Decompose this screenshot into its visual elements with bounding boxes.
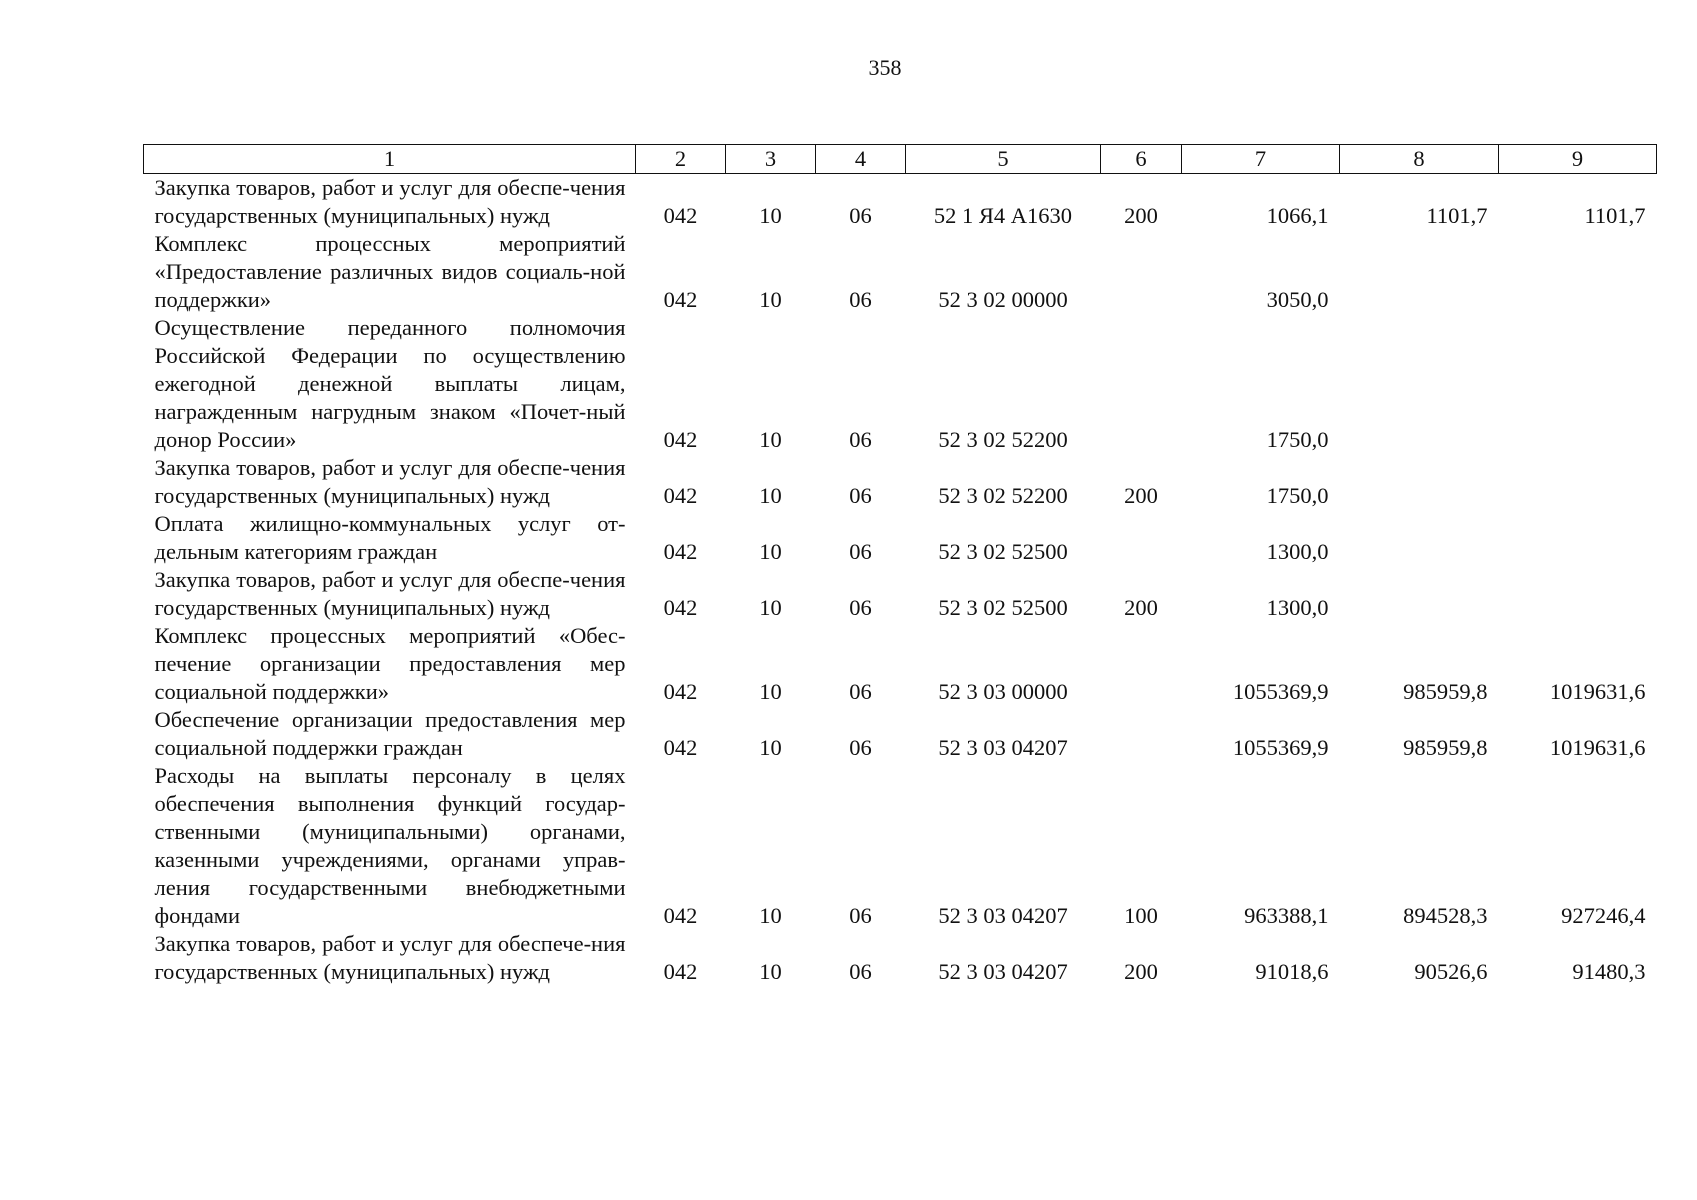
table-row <box>144 454 1657 510</box>
amount-col-9 <box>1499 454 1657 510</box>
row-name: Комплекс процессных мероприятий «Предоставление различных видов социаль-ной поддержки» <box>154 231 626 312</box>
ministry-code: 042 <box>663 287 698 312</box>
subsection-code: 06 <box>849 959 872 984</box>
subsection-code: 06 <box>849 427 872 452</box>
ministry-code: 042 <box>663 595 698 620</box>
table-row <box>144 230 1657 314</box>
section-code: 10 <box>759 595 782 620</box>
amount-col-7: 1300,0 <box>1266 595 1329 620</box>
expense-type-code <box>1101 230 1182 314</box>
expense-type-code: 200 <box>1124 595 1158 620</box>
subsection-code: 06 <box>849 539 872 564</box>
table-row <box>144 314 1657 454</box>
section-code: 10 <box>759 483 782 508</box>
ministry-code: 042 <box>663 735 698 760</box>
section-code: 10 <box>759 427 782 452</box>
amount-col-8 <box>1340 566 1499 622</box>
expense-type-code <box>1101 510 1182 566</box>
budget-table <box>143 144 1657 986</box>
amount-col-8: 985959,8 <box>1403 679 1488 704</box>
ministry-code: 042 <box>663 679 698 704</box>
header-col-4: 4 <box>816 145 906 174</box>
section-code: 10 <box>759 287 782 312</box>
amount-col-7: 1750,0 <box>1266 483 1329 508</box>
subsection-code: 06 <box>849 595 872 620</box>
section-code: 10 <box>759 679 782 704</box>
ministry-code: 042 <box>663 903 698 928</box>
expense-type-code: 100 <box>1124 903 1158 928</box>
header-col-7: 7 <box>1182 145 1340 174</box>
subsection-code: 06 <box>849 483 872 508</box>
row-name: Расходы на выплаты персоналу в целях обеспечения выполнения функций государ-ственными (муниципальными) органами, казенными учреждениями, органами управ-ления государственными внебюджетными фондами <box>154 763 626 928</box>
target-article-code: 52 3 02 00000 <box>938 287 1068 312</box>
subsection-code: 06 <box>849 735 872 760</box>
row-name: Закупка товаров, работ и услуг для обеспе-чения государственных (муниципальных) нужд <box>154 455 626 508</box>
ministry-code: 042 <box>663 427 698 452</box>
amount-col-8: 1101,7 <box>1426 203 1488 228</box>
section-code: 10 <box>759 903 782 928</box>
amount-col-8 <box>1340 454 1499 510</box>
table-row <box>144 706 1657 762</box>
subsection-code: 06 <box>849 679 872 704</box>
expense-type-code <box>1101 706 1182 762</box>
amount-col-7: 1300,0 <box>1266 539 1329 564</box>
header-col-5: 5 <box>906 145 1101 174</box>
column-number-header-row <box>144 145 1657 174</box>
target-article-code: 52 1 Я4 А1630 <box>933 203 1073 228</box>
amount-col-7: 3050,0 <box>1266 287 1329 312</box>
table-row <box>144 930 1657 986</box>
amount-col-9: 91480,3 <box>1572 959 1646 984</box>
row-name: Комплекс процессных мероприятий «Обес-печение организации предоставления мер социальной поддержки» <box>154 623 626 704</box>
expense-type-code <box>1101 622 1182 706</box>
target-article-code: 52 3 02 52200 <box>938 483 1068 508</box>
row-name: Закупка товаров, работ и услуг для обеспе-чения государственных (муниципальных) нужд <box>154 567 626 620</box>
ministry-code: 042 <box>663 203 698 228</box>
table-row <box>144 566 1657 622</box>
amount-col-8 <box>1340 230 1499 314</box>
amount-col-9: 1101,7 <box>1584 203 1646 228</box>
amount-col-9: 1019631,6 <box>1549 735 1646 760</box>
ministry-code: 042 <box>663 539 698 564</box>
table-row <box>144 622 1657 706</box>
header-col-9: 9 <box>1499 145 1657 174</box>
section-code: 10 <box>759 539 782 564</box>
target-article-code: 52 3 03 04207 <box>938 903 1068 928</box>
amount-col-8: 894528,3 <box>1403 903 1488 928</box>
row-name: Закупка товаров, работ и услуг для обеспече-ния государственных (муниципальных) нужд <box>154 931 626 984</box>
row-name: Обеспечение организации предоставления мер социальной поддержки граждан <box>154 707 626 760</box>
table-row <box>144 174 1657 231</box>
table-row <box>144 762 1657 930</box>
amount-col-9: 1019631,6 <box>1549 679 1646 704</box>
amount-col-7: 1750,0 <box>1266 427 1329 452</box>
subsection-code: 06 <box>849 203 872 228</box>
amount-col-8: 90526,6 <box>1414 959 1488 984</box>
section-code: 10 <box>759 735 782 760</box>
amount-col-9 <box>1499 230 1657 314</box>
amount-col-9 <box>1499 510 1657 566</box>
expense-type-code: 200 <box>1124 959 1158 984</box>
amount-col-7: 1055369,9 <box>1232 679 1329 704</box>
row-name: Оплата жилищно-коммунальных услуг от-дельным категориям граждан <box>154 511 626 564</box>
target-article-code: 52 3 03 04207 <box>938 735 1068 760</box>
amount-col-8 <box>1340 510 1499 566</box>
section-code: 10 <box>759 203 782 228</box>
subsection-code: 06 <box>849 903 872 928</box>
expense-type-code: 200 <box>1124 203 1158 228</box>
ministry-code: 042 <box>663 959 698 984</box>
subsection-code: 06 <box>849 287 872 312</box>
amount-col-7: 91018,6 <box>1255 959 1329 984</box>
amount-col-9 <box>1499 314 1657 454</box>
expense-type-code <box>1101 314 1182 454</box>
header-col-3: 3 <box>726 145 816 174</box>
amount-col-8: 985959,8 <box>1403 735 1488 760</box>
amount-col-7: 1055369,9 <box>1232 735 1329 760</box>
amount-col-8 <box>1340 314 1499 454</box>
target-article-code: 52 3 02 52500 <box>938 595 1068 620</box>
row-name: Осуществление переданного полномочия Российской Федерации по осуществлению ежегодной денежной выплаты лицам, награжденным нагрудным знаком «Почет-ный донор России» <box>154 315 626 452</box>
target-article-code: 52 3 02 52200 <box>938 427 1068 452</box>
expense-type-code: 200 <box>1124 483 1158 508</box>
header-col-6: 6 <box>1101 145 1182 174</box>
table-row <box>144 510 1657 566</box>
amount-col-9 <box>1499 566 1657 622</box>
row-name: Закупка товаров, работ и услуг для обеспе-чения государственных (муниципальных) нужд <box>154 175 626 228</box>
ministry-code: 042 <box>663 483 698 508</box>
target-article-code: 52 3 03 00000 <box>938 679 1068 704</box>
target-article-code: 52 3 03 04207 <box>938 959 1068 984</box>
section-code: 10 <box>759 959 782 984</box>
amount-col-7: 1066,1 <box>1266 203 1329 228</box>
amount-col-7: 963388,1 <box>1244 903 1329 928</box>
amount-col-9: 927246,4 <box>1561 903 1646 928</box>
target-article-code: 52 3 02 52500 <box>938 539 1068 564</box>
header-col-1: 1 <box>144 145 636 174</box>
header-col-8: 8 <box>1340 145 1499 174</box>
page-number: 358 <box>868 55 902 80</box>
header-col-2: 2 <box>636 145 726 174</box>
